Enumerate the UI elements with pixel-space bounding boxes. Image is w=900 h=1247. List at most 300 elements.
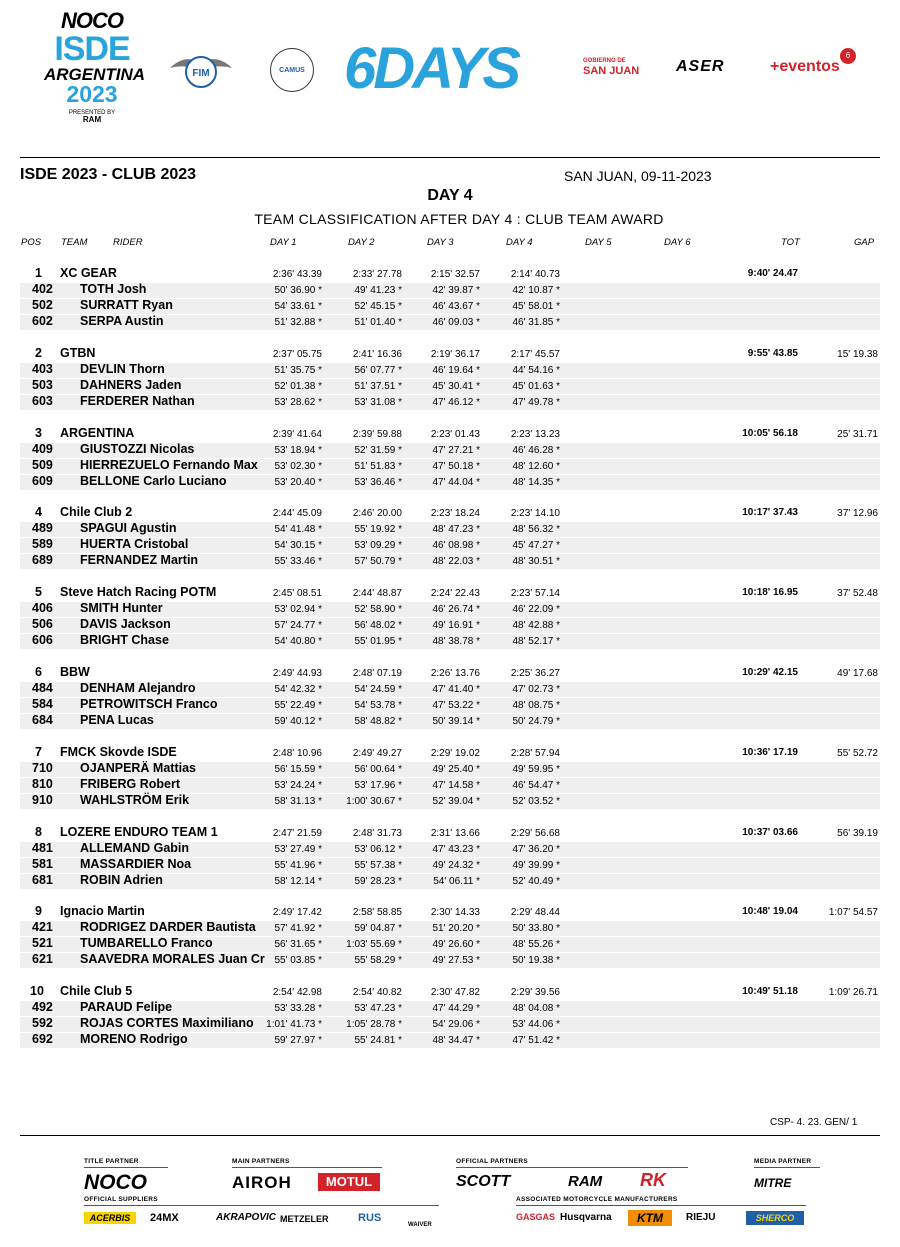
col-day5: DAY 5: [585, 237, 612, 248]
team-day3-time: 2:23' 01.43: [430, 428, 480, 440]
rider-day3-time: 49' 16.91 *: [432, 620, 480, 632]
rider-day4-time: 45' 47.27 *: [512, 540, 560, 552]
rider-name: PARAUD Felipe: [80, 1000, 173, 1015]
rider-day3-time: 47' 14.58 *: [432, 779, 480, 791]
team-name: GTBN: [60, 345, 96, 360]
rider-day1-time: 1:01' 41.73 *: [266, 1019, 322, 1031]
airoh-brand: AIROH: [232, 1173, 292, 1192]
rider-day2-time: 51' 51.83 *: [354, 460, 402, 472]
rider-number: 402: [32, 282, 53, 296]
col-team: TEAM: [61, 237, 88, 248]
team-day1-time: 2:44' 45.09: [272, 508, 322, 520]
team-day2-time: 2:41' 16.36: [352, 348, 402, 360]
associated-line: [516, 1205, 806, 1206]
rider-day2-time: 53' 06.12 *: [354, 843, 402, 855]
rider-day4-time: 46' 22.09 *: [512, 604, 560, 616]
rider-number: 606: [32, 633, 53, 648]
team-day3-time: 2:15' 32.57: [430, 269, 480, 280]
team-day2-time: 2:46' 20.00: [352, 508, 402, 520]
team-gap: 1:09' 26.71: [828, 987, 878, 999]
team-name: Ignacio Martin: [60, 904, 145, 919]
title-partner-label: TITLE PARTNER: [84, 1158, 139, 1165]
rider-number: 489: [32, 521, 53, 536]
team-total-time: 10:18' 16.95: [742, 587, 798, 599]
6days-logo: 6DAYS: [344, 36, 519, 101]
rider-name: ROBIN Adrien: [80, 872, 163, 887]
team-day4-time: 2:29' 48.44: [510, 907, 560, 919]
team-total-time: 10:36' 17.19: [742, 746, 798, 758]
akrapovic-brand: AKRAPOVIC: [216, 1212, 277, 1223]
rider-day2-time: 55' 01.95 *: [354, 636, 402, 648]
rider-day4-time: 49' 59.95 *: [512, 763, 560, 775]
footer-divider: [20, 1135, 880, 1136]
rider-number: 684: [32, 713, 53, 727]
document-code: CSP- 4. 23. GEN/ 1: [770, 1117, 858, 1128]
rider-day2-time: 58' 48.82 *: [354, 716, 402, 727]
rider-day4-time: 46' 46.28 *: [512, 444, 560, 456]
rider-day4-time: 48' 08.75 *: [512, 700, 560, 711]
rider-day2-time: 59' 28.23 *: [354, 875, 402, 887]
logo-noco-line1: NOCO: [61, 8, 123, 33]
team-gap: 55' 52.72: [837, 747, 878, 759]
team-day2-time: 2:48' 07.19: [352, 668, 402, 679]
rider-day2-time: 55' 24.81 *: [354, 1035, 402, 1047]
rider-day2-time: 54' 53.78 *: [354, 700, 402, 711]
rider-number: 521: [32, 936, 53, 951]
team-day1-time: 2:48' 10.96: [272, 747, 322, 759]
logo-noco-line4: 2023: [66, 81, 118, 107]
rider-day2-time: 52' 58.90 *: [354, 604, 402, 616]
rider-day2-time: 1:03' 55.69 *: [346, 939, 402, 951]
rider-name: GIUSTOZZI Nicolas: [80, 441, 195, 456]
official-suppliers-line: [84, 1205, 439, 1206]
rider-name: PENA Lucas: [80, 713, 154, 727]
rider-name: DAHNERS Jaden: [80, 377, 182, 392]
main-partners-line: [232, 1167, 382, 1168]
rider-day3-time: 52' 39.04 *: [432, 795, 480, 807]
fim-text: FIM: [192, 68, 210, 79]
rider-day2-time: 52' 45.15 *: [354, 301, 402, 312]
media-partner-label: MEDIA PARTNER: [754, 1158, 812, 1165]
rider-day3-time: 49' 25.40 *: [432, 763, 480, 775]
rider-day4-time: 48' 30.51 *: [512, 556, 560, 568]
col-rider: RIDER: [113, 237, 143, 248]
rider-number: 810: [32, 776, 53, 791]
rider-number: 481: [32, 840, 53, 855]
rider-day3-time: 47' 53.22 *: [432, 700, 480, 711]
eventos-logo: +eventos: [770, 58, 840, 75]
team-name: Steve Hatch Racing POTM: [60, 585, 217, 600]
rider-day1-time: 54' 30.15 *: [274, 540, 322, 552]
rider-day2-time: 59' 04.87 *: [354, 923, 402, 935]
rider-day3-time: 46' 26.74 *: [432, 604, 480, 616]
team-day2-time: 2:49' 49.27: [352, 747, 402, 759]
sanjuan-big: SAN JUAN: [583, 64, 640, 77]
rider-name: SPAGUI Agustin: [80, 521, 177, 536]
team-day2-time: 2:48' 31.73: [352, 827, 402, 839]
col-pos: POS: [21, 237, 42, 248]
rider-day3-time: 48' 47.23 *: [432, 524, 480, 536]
logo-noco-line6: RAM: [82, 115, 102, 124]
media-partner-line: [754, 1167, 820, 1168]
rider-name: HUERTA Cristobal: [80, 537, 189, 552]
team-day3-time: 2:30' 47.82: [430, 987, 480, 999]
col-day4: DAY 4: [506, 237, 533, 248]
team-day3-time: 2:31' 13.66: [430, 827, 480, 839]
team-name: Chile Club 5: [60, 984, 133, 999]
team-position: 9: [35, 904, 42, 919]
team-name: FMCK Skovde ISDE: [60, 744, 177, 759]
rider-day2-time: 53' 17.96 *: [354, 779, 402, 791]
team-name: LOZERE ENDURO TEAM 1: [60, 824, 218, 839]
title-partner-line: [84, 1167, 168, 1168]
rider-day4-time: 48' 55.26 *: [512, 939, 560, 951]
rider-day1-time: 54' 41.48 *: [274, 524, 322, 536]
waiver-brand: WAIVER: [408, 1222, 432, 1228]
team-day3-time: 2:26' 13.76: [430, 668, 480, 679]
rider-number: 503: [32, 377, 53, 392]
official-suppliers-label: OFFICIAL SUPPLIERS: [84, 1196, 158, 1203]
aser-logo: ASER: [676, 58, 725, 75]
team-day3-time: 2:30' 14.33: [430, 907, 480, 919]
rider-day1-time: 57' 41.92 *: [274, 923, 322, 935]
rider-day3-time: 49' 27.53 *: [432, 955, 480, 967]
rider-day3-time: 46' 19.64 *: [432, 364, 480, 376]
noco-isde-logo: [44, 8, 146, 124]
rider-name: DEVLIN Thorn: [80, 361, 165, 376]
team-total-time: 9:40' 24.47: [747, 268, 798, 279]
team-day1-time: 2:45' 08.51: [272, 588, 322, 600]
rider-day3-time: 48' 34.47 *: [432, 1035, 480, 1047]
rider-number: 603: [32, 393, 53, 408]
team-gap: 25' 31.71: [837, 428, 878, 440]
logo-noco-line3: ARGENTINA: [44, 65, 146, 84]
rider-name: MASSARDIER Noa: [80, 856, 192, 871]
rider-day2-time: 56' 48.02 *: [354, 620, 402, 632]
rider-day4-time: 46' 54.47 *: [512, 779, 560, 791]
col-tot: TOT: [781, 237, 800, 248]
rider-name: ALLEMAND Gabin: [80, 840, 190, 855]
rider-name: FRIBERG Robert: [80, 776, 180, 791]
team-day1-time: 2:54' 42.98: [272, 987, 322, 999]
official-partners-label: OFFICIAL PARTNERS: [456, 1158, 529, 1165]
associated-label: ASSOCIATED MOTORCYCLE MANUFACTURERS: [516, 1196, 678, 1203]
rider-name: HIERREZUELO Fernando Max: [80, 457, 258, 472]
gasgas-brand: GASGAS: [516, 1212, 556, 1222]
rider-day1-time: 55' 22.49 *: [274, 700, 322, 711]
rider-name: FERDERER Nathan: [80, 393, 195, 408]
scott-brand: SCOTT: [456, 1173, 511, 1190]
team-gap: 37' 12.96: [837, 508, 878, 520]
team-day1-time: 2:49' 17.42: [272, 907, 322, 919]
team-position: 6: [35, 665, 42, 679]
col-day2: DAY 2: [348, 237, 375, 248]
team-position: 1: [35, 266, 42, 280]
rider-day3-time: 54' 29.06 *: [432, 1019, 480, 1031]
rider-name: DENHAM Alejandro: [80, 681, 196, 695]
rider-number: 692: [32, 1032, 53, 1047]
rider-number: 710: [32, 760, 53, 775]
rider-day2-time: 51' 01.40 *: [354, 317, 402, 328]
rider-day3-time: 47' 50.18 *: [432, 460, 480, 472]
rider-day1-time: 59' 27.97 *: [274, 1035, 322, 1047]
rider-number: 484: [32, 681, 53, 695]
day-title: DAY 4: [427, 187, 473, 204]
team-day3-time: 2:19' 36.17: [430, 348, 480, 360]
rider-day4-time: 45' 01.63 *: [512, 380, 560, 392]
rider-number: 492: [32, 1000, 53, 1015]
team-name: Chile Club 2: [60, 505, 133, 520]
rider-day2-time: 55' 19.92 *: [354, 524, 402, 536]
rider-day4-time: 50' 33.80 *: [512, 923, 560, 935]
rider-day2-time: 53' 31.08 *: [354, 396, 402, 408]
rider-day1-time: 54' 40.80 *: [274, 636, 322, 648]
team-name: XC GEAR: [60, 266, 117, 280]
main-partners-label: MAIN PARTNERS: [232, 1158, 290, 1165]
rider-day2-time: 56' 07.77 *: [354, 364, 402, 376]
rider-day3-time: 51' 20.20 *: [432, 923, 480, 935]
team-total-time: 10:05' 56.18: [742, 427, 798, 439]
sherco-brand: SHERCO: [746, 1211, 804, 1225]
rider-day1-time: 53' 28.62 *: [274, 396, 322, 408]
rider-day3-time: 48' 38.78 *: [432, 636, 480, 648]
team-name: ARGENTINA: [60, 425, 135, 440]
rider-day4-time: 46' 31.85 *: [512, 317, 560, 328]
rider-name: BELLONE Carlo Luciano: [80, 473, 227, 488]
rider-day1-time: 57' 24.77 *: [274, 620, 322, 632]
rider-day1-time: 53' 24.24 *: [274, 779, 322, 791]
team-day2-time: 2:54' 40.82: [352, 987, 402, 999]
rider-day2-time: 51' 37.51 *: [354, 380, 402, 392]
team-total-time: 9:55' 43.85: [747, 347, 798, 359]
logo-noco-line2: ISDE: [54, 30, 130, 68]
rider-day3-time: 50' 39.14 *: [432, 716, 480, 727]
rider-day1-time: 50' 36.90 *: [274, 285, 322, 296]
rider-name: TUMBARELLO Franco: [80, 936, 213, 951]
rider-day1-time: 56' 15.59 *: [274, 763, 322, 775]
team-day4-time: 2:14' 40.73: [510, 269, 560, 280]
rider-name: SURRATT Ryan: [80, 298, 173, 312]
rider-day4-time: 49' 39.99 *: [512, 859, 560, 871]
rider-day1-time: 54' 33.61 *: [274, 301, 322, 312]
rider-day1-time: 55' 03.85 *: [274, 955, 322, 967]
rider-number: 589: [32, 537, 53, 552]
rider-day1-time: 53' 02.94 *: [274, 604, 322, 616]
team-day2-time: 2:39' 59.88: [352, 428, 402, 440]
rider-day4-time: 52' 03.52 *: [512, 795, 560, 807]
rider-day1-time: 55' 41.96 *: [274, 859, 322, 871]
rider-day3-time: 47' 41.40 *: [432, 684, 480, 695]
rieju-brand: RIEJU: [686, 1212, 716, 1223]
team-position: 10: [30, 984, 44, 999]
rider-day1-time: 55' 33.46 *: [274, 556, 322, 568]
rider-day2-time: 1:05' 28.78 *: [346, 1019, 402, 1031]
rider-day2-time: 49' 41.23 *: [354, 285, 402, 296]
rider-name: TOTH Josh: [80, 282, 147, 296]
rider-name: PETROWITSCH Franco: [80, 697, 218, 711]
rider-day2-time: 55' 58.29 *: [354, 955, 402, 967]
rider-name: DAVIS Jackson: [80, 617, 171, 632]
rider-name: BRIGHT Chase: [80, 633, 169, 648]
team-day1-time: 2:36' 43.39: [272, 269, 322, 280]
rider-name: RODRIGEZ DARDER Bautista: [80, 920, 256, 935]
team-day3-time: 2:29' 19.02: [430, 747, 480, 759]
rider-day4-time: 42' 10.87 *: [512, 285, 560, 296]
rider-day2-time: 53' 09.29 *: [354, 540, 402, 552]
team-total-time: 10:29' 42.15: [742, 667, 798, 678]
rider-day3-time: 47' 44.04 *: [432, 476, 480, 488]
team-day4-time: 2:17' 45.57: [510, 348, 560, 360]
team-day1-time: 2:37' 05.75: [272, 348, 322, 360]
rider-day1-time: 53' 18.94 *: [274, 444, 322, 456]
rider-day4-time: 48' 04.08 *: [512, 1003, 560, 1015]
rider-day4-time: 52' 40.49 *: [512, 875, 560, 887]
rider-day4-time: 48' 52.17 *: [512, 636, 560, 648]
husqvarna-brand: Husqvarna: [560, 1212, 612, 1223]
team-total-time: 10:49' 51.18: [742, 986, 798, 998]
rider-day3-time: 49' 24.32 *: [432, 859, 480, 871]
team-day4-time: 2:23' 14.10: [510, 508, 560, 520]
rider-day2-time: 1:00' 30.67 *: [346, 795, 402, 807]
rider-day2-time: 54' 24.59 *: [354, 684, 402, 695]
camus-logo: [270, 48, 314, 92]
rider-number: 592: [32, 1016, 53, 1031]
team-day3-time: 2:23' 18.24: [430, 508, 480, 520]
rider-name: SERPA Austin: [80, 314, 164, 328]
rider-day3-time: 42' 39.87 *: [432, 285, 480, 296]
rider-day3-time: 48' 22.03 *: [432, 556, 480, 568]
metzeler-brand: METZELER: [280, 1214, 329, 1224]
team-day2-time: 2:58' 58.85: [352, 907, 402, 919]
team-total-time: 10:48' 19.04: [742, 906, 798, 918]
rider-number: 406: [32, 601, 53, 616]
rider-number: 621: [32, 952, 53, 967]
rider-number: 409: [32, 441, 53, 456]
rider-name: MORENO Rodrigo: [80, 1032, 188, 1047]
rider-day1-time: 51' 32.88 *: [274, 317, 322, 328]
rider-day3-time: 47' 27.21 *: [432, 444, 480, 456]
camus-text: CAMUS: [279, 66, 305, 74]
event-title: ISDE 2023 - CLUB 2023: [20, 166, 197, 183]
rider-number: 506: [32, 617, 53, 632]
rider-name: FERNANDEZ Martin: [80, 553, 199, 568]
rider-day4-time: 47' 36.20 *: [512, 843, 560, 855]
col-day6: DAY 6: [664, 237, 691, 248]
official-partners-line: [456, 1167, 688, 1168]
24mx-brand: 24MX: [150, 1212, 179, 1224]
ram-brand: RAM: [568, 1173, 603, 1190]
rider-day2-time: 52' 31.59 *: [354, 444, 402, 456]
team-gap: 1:07' 54.57: [828, 907, 878, 919]
rider-day1-time: 54' 42.32 *: [274, 684, 322, 695]
rider-day3-time: 47' 46.12 *: [432, 396, 480, 408]
team-position: 4: [35, 505, 42, 520]
team-gap: 49' 17.68: [837, 668, 878, 679]
rider-day4-time: 47' 49.78 *: [512, 396, 560, 408]
rk-brand: RK: [640, 1170, 666, 1190]
rider-number: 502: [32, 298, 53, 312]
rider-number: 609: [32, 473, 53, 488]
rider-day1-time: 53' 02.30 *: [274, 460, 322, 472]
team-day1-time: 2:39' 41.64: [272, 428, 322, 440]
team-day1-time: 2:49' 44.93: [272, 668, 322, 679]
sanjuan-logo: [583, 58, 639, 77]
team-position: 2: [35, 345, 42, 360]
rider-day1-time: 51' 35.75 *: [274, 364, 322, 376]
rider-day4-time: 47' 51.42 *: [512, 1035, 560, 1047]
rider-number: 689: [32, 553, 53, 568]
mitre-brand: MITRE: [754, 1176, 792, 1190]
team-day4-time: 2:29' 39.56: [510, 987, 560, 999]
team-day2-time: 2:44' 48.87: [352, 588, 402, 600]
classification-subtitle: TEAM CLASSIFICATION AFTER DAY 4 : CLUB TEAM AWARD: [254, 211, 664, 227]
rider-day1-time: 53' 33.28 *: [274, 1003, 322, 1015]
header-divider: [20, 157, 880, 158]
team-gap: 56' 39.19: [837, 827, 878, 839]
rider-day4-time: 48' 12.60 *: [512, 460, 560, 472]
rider-day2-time: 56' 00.64 *: [354, 763, 402, 775]
rider-day1-time: 53' 20.40 *: [274, 476, 322, 488]
rider-number: 910: [32, 792, 53, 807]
rider-day2-time: 53' 36.46 *: [354, 476, 402, 488]
team-position: 8: [35, 824, 42, 839]
team-day4-time: 2:28' 57.94: [510, 747, 560, 759]
acerbis-brand: ACERBIS: [84, 1212, 136, 1224]
rider-day4-time: 48' 42.88 *: [512, 620, 560, 632]
team-day1-time: 2:47' 21.59: [272, 827, 322, 839]
rider-day3-time: 47' 43.23 *: [432, 843, 480, 855]
rider-day4-time: 48' 56.32 *: [512, 524, 560, 536]
col-day1: DAY 1: [270, 237, 297, 248]
team-name: BBW: [60, 665, 90, 679]
rider-day3-time: 47' 44.29 *: [432, 1003, 480, 1015]
rider-number: 421: [32, 920, 53, 935]
team-position: 5: [35, 585, 42, 600]
team-day4-time: 2:25' 36.27: [510, 668, 560, 679]
rider-number: 584: [32, 697, 53, 711]
rider-day1-time: 56' 31.65 *: [274, 939, 322, 951]
team-gap: 15' 19.38: [837, 348, 878, 360]
rider-name: SMITH Hunter: [80, 601, 163, 616]
rider-day3-time: 46' 08.98 *: [432, 540, 480, 552]
rider-day4-time: 48' 14.35 *: [512, 476, 560, 488]
rider-day1-time: 53' 27.49 *: [274, 843, 322, 855]
sanjuan-small: GOBIERNO DE: [583, 58, 626, 64]
rider-day2-time: 57' 50.79 *: [354, 556, 402, 568]
team-day3-time: 2:24' 22.43: [430, 588, 480, 600]
rider-day3-time: 46' 43.67 *: [432, 301, 480, 312]
rider-day2-time: 53' 47.23 *: [354, 1003, 402, 1015]
rider-number: 581: [32, 856, 53, 871]
rider-day4-time: 50' 24.79 *: [512, 716, 560, 727]
rider-day4-time: 50' 19.38 *: [512, 955, 560, 967]
logo-noco-line5: PRESENTED BY: [68, 110, 116, 116]
rider-day3-time: 46' 09.03 *: [432, 317, 480, 328]
rus-brand: RUS: [358, 1212, 382, 1224]
team-gap: 37' 52.48: [837, 588, 878, 600]
rider-day3-time: 49' 26.60 *: [432, 939, 480, 951]
motul-brand: MOTUL: [318, 1173, 380, 1191]
rider-number: 681: [32, 872, 53, 887]
team-day4-time: 2:29' 56.68: [510, 827, 560, 839]
rider-number: 403: [32, 361, 53, 376]
rider-name: SAAVEDRA MORALES Juan Cr: [80, 952, 265, 967]
location-date: SAN JUAN, 09-11-2023: [564, 168, 712, 184]
rider-name: OJANPERÄ Mattias: [80, 760, 196, 775]
rider-day4-time: 45' 58.01 *: [512, 301, 560, 312]
rider-day4-time: 47' 02.73 *: [512, 684, 560, 695]
rider-number: 509: [32, 457, 53, 472]
